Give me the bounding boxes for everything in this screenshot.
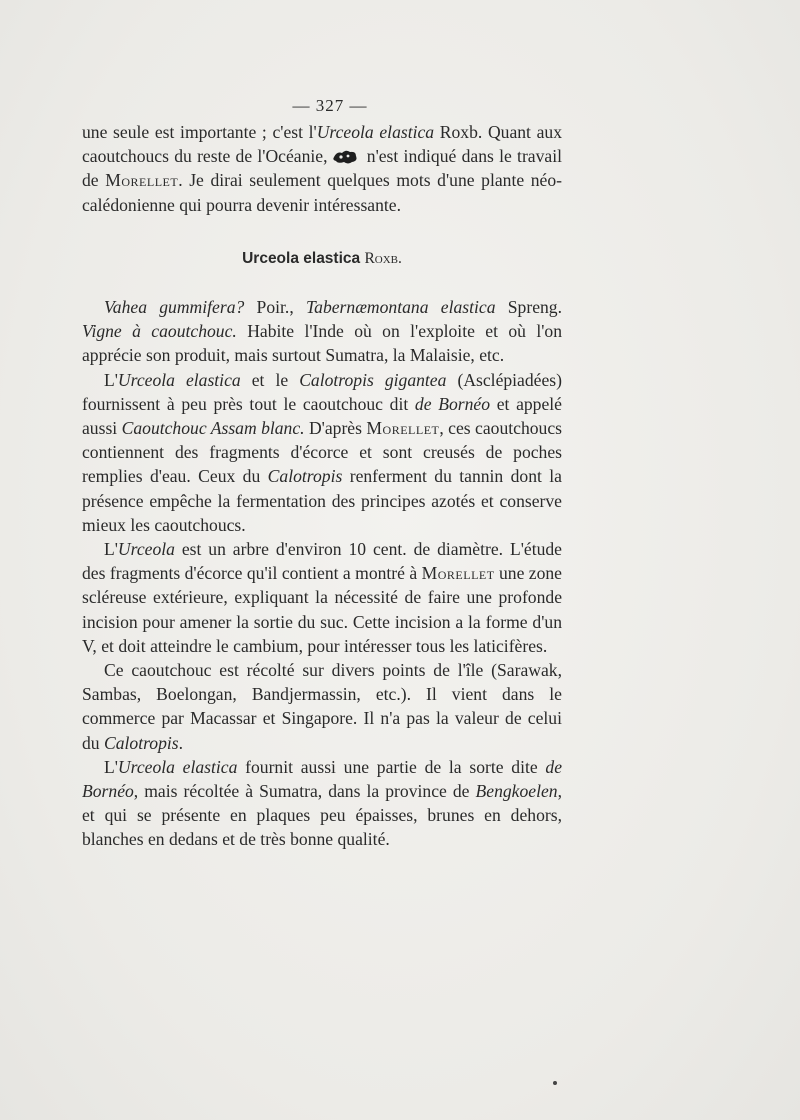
author-name: Morellet xyxy=(105,170,179,191)
heading-species: Urceola elastica xyxy=(242,249,361,267)
italic-term: de Bornéo xyxy=(82,756,563,802)
text-run: n'est indiqué dans le travail de xyxy=(82,146,562,191)
paragraph-1 xyxy=(82,120,562,217)
text-run: , et qui se présente en plaques peu épaisses, brunes en dehors, blanches en dedans et de très bonne qualité. xyxy=(82,781,562,850)
species-name: Urceola elastica xyxy=(117,369,241,390)
italic-term: Caoutchouc Assam blanc. xyxy=(121,418,305,439)
paragraph-4 xyxy=(82,537,562,658)
text-run: Habite l'Inde où on l'exploite et où l'on apprécie son produit, mais surtout Sumatra, la Malaisie, etc. xyxy=(82,321,563,366)
text-run: Roxb. Quant aux caoutchoucs du reste de l'Océanie, xyxy=(82,122,562,167)
body-text xyxy=(82,120,562,852)
species-name: Vahea gummifera? xyxy=(104,297,245,318)
text-run: une seule est importante ; c'est l' xyxy=(82,122,317,142)
author-name: Morellet xyxy=(421,563,495,584)
text-run: Spreng. xyxy=(495,297,563,318)
ink-blot xyxy=(332,147,358,163)
text-run: Poir., xyxy=(244,297,306,318)
text-run: . Je dirai seulement quelques mots d'une plante néo-calédonienne qui pourra devenir intéressante. xyxy=(82,170,562,215)
species-name: Urceola xyxy=(117,539,175,560)
species-name: Calotropis xyxy=(104,732,179,753)
paragraph-6 xyxy=(82,755,562,852)
text-run: L' xyxy=(104,756,118,777)
text-run: L' xyxy=(104,369,118,390)
text-run: L' xyxy=(104,539,118,560)
text-run: , mais récoltée à Sumatra, dans la province de xyxy=(133,781,476,802)
paragraph-3 xyxy=(82,368,562,537)
text-run: , ces caoutchoucs contiennent des fragments d'écorce et sont creusés de poches remplies d'eau. Ceux du xyxy=(82,418,562,487)
common-name: Vigne à caoutchouc. xyxy=(82,321,237,342)
species-name: Tabernæmontana elastica xyxy=(305,297,496,318)
text-run: . xyxy=(178,732,184,753)
species-name: Urceola elastica xyxy=(316,122,435,142)
text-run: et appelé aussi xyxy=(82,393,562,439)
place-name: Bengkoelen xyxy=(475,781,558,802)
text-run: une zone scléreuse extérieure, expliquant la nécessité de faire une profonde incision pour amener la sortie du suc. Cette incision a la forme d'un V, et doit atteindre le cambium, pour intéresser tous les laticifères. xyxy=(82,563,562,656)
paragraph-5 xyxy=(82,658,562,755)
species-name: Calotropis gigantea xyxy=(299,369,447,390)
species-name: Urceola elastica xyxy=(117,756,238,777)
stray-mark xyxy=(553,1081,557,1085)
text-run: D'après xyxy=(304,418,367,439)
text-run: Ce caoutchouc est récolté sur divers points de l'île (Sarawak, Sambas, Boelongan, Bandjermassin, etc.). Il vient dans le commerce par Macassar et Singapore. Il n'a pas la valeur de celui du xyxy=(82,660,562,753)
paragraph-2 xyxy=(82,295,562,368)
text-run: et le xyxy=(240,369,300,390)
text-run: est un arbre d'environ 10 cent. de diamètre. L'étude des fragments d'écorce qu'il contient a montré à xyxy=(82,539,562,584)
author-name: Morellet xyxy=(366,418,440,439)
section-heading xyxy=(82,247,562,271)
italic-term: de Bornéo xyxy=(414,393,491,414)
text-run: renferment du tannin dont la présence empêche la fermentation des principes azotés et conserve mieux les caoutchoucs. xyxy=(82,466,562,535)
text-run: (Asclépiadées) fournissent à peu près tout le caoutchouc dit xyxy=(82,369,562,414)
species-name: Calotropis xyxy=(267,466,343,487)
heading-author: Roxb. xyxy=(364,249,402,267)
page-number: — 327 — xyxy=(292,96,368,115)
text-run: fournit aussi une partie de la sorte dite xyxy=(237,756,546,777)
